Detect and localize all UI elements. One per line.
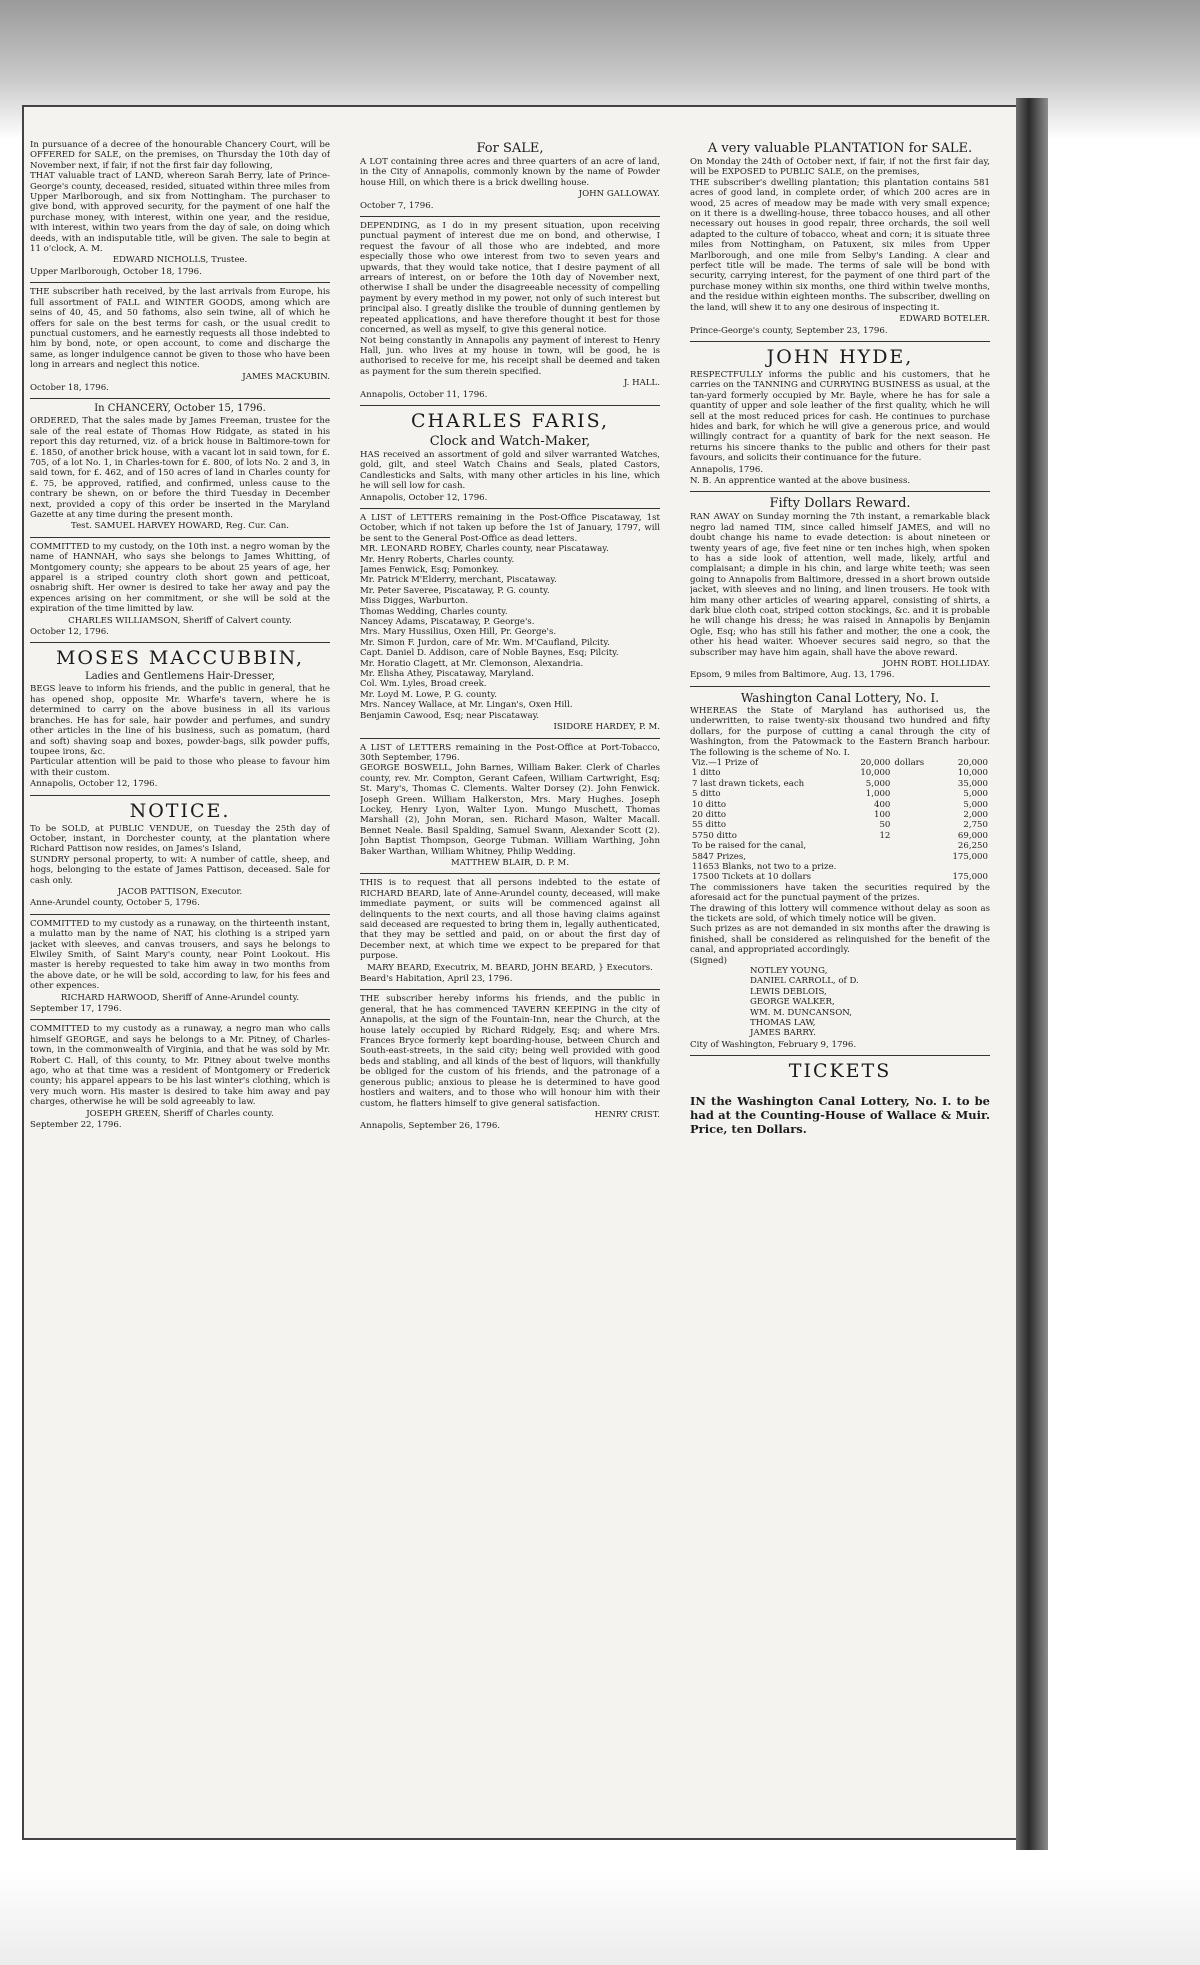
signer-name: GEORGE WALKER, xyxy=(750,997,835,1008)
ad-heading: In CHANCERY, October 15, 1796. xyxy=(94,403,266,415)
table-row xyxy=(690,779,990,789)
column-rule xyxy=(360,873,660,874)
ad-signature: ISIDORE HARDEY, P. M. xyxy=(553,722,660,733)
table-cell xyxy=(892,779,937,789)
column-rule xyxy=(30,642,330,643)
table-cell: 5 ditto xyxy=(692,789,721,800)
table-cell xyxy=(847,841,892,851)
table-cell: 12 xyxy=(879,830,891,841)
tickets-ad xyxy=(690,1060,990,1136)
table-cell: 50 xyxy=(879,820,891,831)
ad-date: Annapolis, 1796. xyxy=(690,464,764,475)
letter-entry: Benjamin Cawood, Esq; near Piscataway. xyxy=(360,710,540,721)
middle-column xyxy=(360,140,660,1830)
nat-committed-ad xyxy=(30,919,330,1015)
table-row xyxy=(690,810,990,820)
reward-ad xyxy=(690,496,990,681)
table-cell xyxy=(892,789,937,799)
signer-name: NOTLEY YOUNG, xyxy=(750,966,828,977)
ad-heading: A very valuable PLANTATION for SALE. xyxy=(707,141,973,156)
table-cell: 400 xyxy=(873,799,891,810)
right-column xyxy=(690,140,990,1830)
letter-entry: Mr. Horatio Clagett, at Mr. Clemonson, Alexandria. xyxy=(360,658,584,669)
ad-date: Annapolis, October 11, 1796. xyxy=(360,389,488,400)
ad-paragraph: A LIST of LETTERS remaining in the Post-Office at Port-Tobacco, 30th September, 1796. xyxy=(360,742,660,763)
ad-signature: Test. SAMUEL HARVEY HOWARD, Reg. Cur. Can. xyxy=(71,521,289,532)
table-cell: 175,000 xyxy=(952,851,988,862)
ad-paragraph: THE subscriber hath received, by the last arrivals from Europe, his full assortment of FALL and WINTER GOODS, among which are seins of 40, 45, and 50 fathoms, also sein twine, all of which he offers for sale on the best terms for cash, or the usual credit to punctual customers, and he earnestly requests all those indebted to him by bond, note, or open account, to come and discharge the same, as longer indulgence cannot be given to those who have been long in arrears and neglect this notice. xyxy=(30,287,330,371)
ad-signature: EDWARD NICHOLLS, Trustee. xyxy=(112,255,248,266)
ad-date: Prince-George's county, September 23, 1796. xyxy=(690,325,888,336)
ad-date: October 18, 1796. xyxy=(30,382,109,393)
ad-signature: EDWARD BOTELER. xyxy=(899,314,990,325)
ad-paragraph: Not being constantly in Annapolis any payment of interest to Henry Hall, jun. who lives at my house in town, will be good, he is authorised to receive for me, his receipt shall be deemed and taken as payment for the sum therein specified. xyxy=(360,335,660,377)
table-row xyxy=(690,862,990,872)
letter-entry: Mr. Patrick M'Elderry, merchant, Piscataway. xyxy=(360,575,557,586)
table-row xyxy=(690,789,990,799)
table-cell: 175,000 xyxy=(952,872,988,883)
for-sale-ad xyxy=(360,141,660,211)
letter-entry: Mr. Henry Roberts, Charles county. xyxy=(360,554,515,565)
table-cell xyxy=(892,831,937,841)
hall-interest-ad xyxy=(360,221,660,400)
ad-date: Beard's Habitation, April 23, 1796. xyxy=(360,974,513,985)
table-cell: 20 ditto xyxy=(692,809,726,820)
column-rule xyxy=(30,398,330,399)
table-row xyxy=(690,768,990,778)
letter-entry: MR. LEONARD ROBEY, Charles county, near Piscataway. xyxy=(360,544,609,555)
ad-paragraph: ORDERED, That the sales made by James Freeman, trustee for the sale of the real estate of Thomas How Ridgate, as stated in his report this day returned, viz. of a brick house in Baltimore-town for £. 1850, of another brick house, with a vacant lot in said town, for £. 705, of a lot No. 1, in Charles-town for £. 800, of lots No. 2 and 3, in said town, for £. 462, and of 150 acres of land in Charles county for £. 75, be approved, ratified, and confirmed, unless cause to the contrary be shewn, on or before the third Tuesday in December next, provided a copy of this order be inserted in the Maryland Gazette at any time during the present month. xyxy=(30,416,330,520)
column-rule xyxy=(360,216,660,217)
hyde-ad xyxy=(690,346,990,486)
ad-date: Annapolis, October 12, 1796. xyxy=(360,492,488,503)
ad-signature: JOSEPH GREEN, Sheriff of Charles county. xyxy=(86,1108,274,1119)
table-cell: 26,250 xyxy=(957,841,988,852)
column-rule xyxy=(360,989,660,990)
ad-paragraph: The commissioners have taken the securities required by the aforesaid act for the punctual payment of the prizes. xyxy=(690,882,990,904)
mackubin-ad xyxy=(30,287,330,393)
ad-signature: RICHARD HARWOOD, Sheriff of Anne-Arundel county. xyxy=(60,992,300,1003)
ad-date: City of Washington, February 9, 1796. xyxy=(690,1039,857,1050)
letter-entry: Mr. Loyd M. Lowe, P. G. county. xyxy=(360,689,497,700)
letter-entry: Mr. Simon F. Jurdon, care of Mr. Wm. M'Caufland, Pilcity. xyxy=(360,637,610,648)
table-cell: Viz.—1 Prize of xyxy=(692,757,759,768)
ad-date: October 12, 1796. xyxy=(30,627,109,638)
ad-date: October 7, 1796. xyxy=(360,200,434,211)
ad-paragraph: In pursuance of a decree of the honourable Chancery Court, will be OFFERED for SALE, on the premises, on Thursday the 10th day of November next, if fair, if not the first fair day following, xyxy=(30,140,330,171)
plantation-ad xyxy=(690,141,990,336)
column-rule xyxy=(690,1055,990,1056)
ad-paragraph: DEPENDING, as I do in my present situation, upon receiving punctual payment of interest due me on bond, and otherwise, I request the favour of all those who are indebted, and more especially those who owe interest from two to seven years and upwards, that they would take notice, that I desire payment of all arrears of interest, on or before the 10th day of November next, otherwise I shall be under the disagreeable necessity of compelling payment by every method in my power, not only of such interest but principal also. I greatly dislike the trouble of dunning gentlemen by repeated applications, and have therefore thought it best for those concerned, as well as myself, to give this general notice. xyxy=(360,221,660,336)
faris-ad xyxy=(360,410,660,503)
hannah-committed-ad xyxy=(30,542,330,638)
table-cell: 20,000 xyxy=(957,757,988,768)
table-cell: 5,000 xyxy=(963,799,988,810)
table-cell: 55 ditto xyxy=(692,820,726,831)
ad-heading: Washington Canal Lottery, No. I. xyxy=(740,690,940,705)
ad-date: Anne-Arundel county, October 5, 1796. xyxy=(30,898,200,909)
ad-signature: MARY BEARD, Executrix, M. BEARD, JOHN BEARD, } Executors. xyxy=(367,962,653,973)
scan-bottom-margin xyxy=(0,1870,1200,1965)
ad-date: Upper Marlborough, October 18, 1796. xyxy=(30,266,202,277)
letter-entry: Mr. Peter Saveree, Piscataway, P. G. county. xyxy=(360,585,550,596)
column-rule xyxy=(30,282,330,283)
column-rule xyxy=(360,508,660,509)
table-cell: 17500 Tickets at 10 dollars xyxy=(692,872,812,883)
chancery-sale-ad xyxy=(30,140,330,277)
ad-paragraph: RESPECTFULLY informs the public and his customers, that he carries on the TANNING and CURRYING BUSINESS as usual, at the tan-yard formerly occupied by Mr. Bayle, where he has for sale a quantity of upper and sole leather of the first quality, which he will sell at the most reduced prices for cash. He continues to purchase hides and bark, for which he will give a generous price, and would willingly contract for a quantity of bark for the next season. He returns his sincere thanks to the public and others for their past favours, and solicits their continuance for the future. xyxy=(690,369,990,464)
table-cell: 7 last drawn tickets, each xyxy=(692,778,805,789)
ad-heading: TICKETS xyxy=(788,1060,892,1083)
ad-heading: MOSES MACCUBBIN, xyxy=(55,647,305,670)
column-rule xyxy=(690,686,990,687)
ad-paragraph: COMMITTED to my custody as a runaway, a negro man who calls himself GEORGE, and says he belongs to a Mr. Pitney, of Charles-town, in the commonwealth of Virginia, and that he was sold by Mr. Robert C. Hall, of this county, to Mr. Pitney about twelve months ago, who at that time was a resident of Montgomery or Frederick county; his apparel appears to be his last winter's clothing, which is very much worn. His master is desired to take him away and pay charges, otherwise he will be sold agreeably to law. xyxy=(30,1024,330,1108)
signer-list xyxy=(690,966,990,1039)
ad-date: Annapolis, September 26, 1796. xyxy=(360,1121,501,1132)
table-cell xyxy=(892,768,937,778)
letter-entry: Capt. Daniel D. Addison, care of Noble Baynes, Esq; Pilcity. xyxy=(360,648,619,659)
ad-heading: Fifty Dollars Reward. xyxy=(769,496,911,512)
table-row xyxy=(690,831,990,841)
column-rule xyxy=(30,537,330,538)
table-cell: 1,000 xyxy=(865,789,891,800)
notice-ad xyxy=(30,800,330,909)
left-column xyxy=(30,140,330,1830)
ad-signature: HENRY CRIST. xyxy=(594,1109,660,1120)
table-cell: 2,750 xyxy=(963,820,988,831)
ad-paragraph: A LOT containing three acres and three quarters of an acre of land, in the City of Annapolis, commonly known by the name of Powder house Hill, on which there is a brick dwelling house. xyxy=(360,157,660,188)
letter-entry: Mr. Elisha Athey, Piscataway, Maryland. xyxy=(360,669,534,680)
ad-paragraph: RAN AWAY on Sunday morning the 7th instant, a remarkable black negro lad named TIM, since called himself JAMES, and will no doubt change his name to evade detection: is about nineteen or twenty years of age, five feet nine or ten inches high, when spoken to has a side look of attention, well made, likely, artful and complaisant; a dimple in his chin, and large white teeth; was seen going to Annapolis from Baltimore, dressed in a short brown outside jacket, with sleeves and no lining, and linen trousers. He took with him many other articles of wearing apparel, consisting of shirts, a dark blue cloth coat, striped cotton stockings, &c. and it is probable he will change his dress; he was raised in Annapolis by Benjamin Ogle, Esq; who has still his father and mother, the one a cook, the other his head waiter. Whoever secures said negro, so that the subscriber may have him again, shall have the above reward. xyxy=(690,512,990,658)
ad-subheading: Ladies and Gentlemens Hair-Dresser, xyxy=(85,671,275,683)
signer-name: DANIEL CARROLL, of D. xyxy=(750,976,859,987)
ad-heading: NOTICE. xyxy=(129,799,231,822)
table-cell: dollars xyxy=(894,757,925,768)
table-row xyxy=(690,872,990,882)
table-cell: 5750 ditto xyxy=(692,830,737,841)
george-committed-ad xyxy=(30,1024,330,1130)
ad-paragraph: Such prizes as are not demanded in six months after the drawing is finished, shall be considered as relinquished for the benefit of the canal, and appropriated accordingly. xyxy=(690,924,990,956)
ad-signature: JOHN GALLOWAY. xyxy=(578,189,660,200)
table-cell: 11653 Blanks, not two to a prize. xyxy=(692,861,837,872)
ad-signature: J. HALL. xyxy=(623,378,660,389)
table-cell: 69,000 xyxy=(957,830,988,841)
ad-subheading: Clock and Watch-Maker, xyxy=(429,433,591,449)
column-rule xyxy=(360,738,660,739)
piscataway-letters-list xyxy=(360,513,660,733)
beard-estate-ad xyxy=(360,878,660,984)
table-cell xyxy=(892,800,937,810)
ad-paragraph: WHEREAS the State of Maryland has authorised us, the underwritten, to raise twenty-six thousand two hundred and fifty dollars, for the purpose of cutting a canal through the city of Washington, from the Patowmack to the Eastern Branch harbour. The following is the scheme of No. I. xyxy=(690,705,990,758)
table-row xyxy=(690,841,990,851)
signer-name: LEWIS DEBLOIS, xyxy=(750,986,827,997)
column-rule xyxy=(30,914,330,915)
table-cell xyxy=(892,841,937,851)
letter-entry: Miss Digges, Warburton. xyxy=(360,596,469,607)
table-cell xyxy=(892,820,937,830)
ad-paragraph: COMMITTED to my custody, on the 10th inst. a negro woman by the name of HANNAH, who says she belongs to James Whitting, of Montgomery county; she appears to be about 25 years of age, her apparel is a striped country cloth short gown and petticoat, osnabrig shift. Her owner is desired to take her away and pay the expences arising on her commitment, or she will be sold at the expiration of the time limitted by law. xyxy=(30,541,330,615)
column-rule xyxy=(30,795,330,796)
ad-signature: CHARLES WILLIAMSON, Sheriff of Calvert county. xyxy=(68,615,292,626)
table-cell: 1 ditto xyxy=(692,768,721,779)
table-cell: 35,000 xyxy=(957,778,988,789)
letter-entry: Mrs. Nancey Wallace, at Mr. Lingan's, Oxen Hill. xyxy=(360,700,573,711)
ad-paragraph: To be SOLD, at PUBLIC VENDUE, on Tuesday the 25th day of October, instant, in Dorchester county, at the plantation where Richard Pattison now resides, on James's Island, xyxy=(30,823,330,855)
letter-entry: James Fenwick, Esq; Pomonkey. xyxy=(360,565,499,575)
ad-paragraph: The drawing of this lottery will commence without delay as soon as the tickets are sold, of which timely notice will be given. xyxy=(690,903,990,924)
binding-spine xyxy=(1016,98,1048,1850)
letter-entry: Col. Wm. Lyles, Broad creek. xyxy=(360,679,487,690)
ad-paragraph: COMMITTED to my custody as a runaway, on the thirteenth instant, a mulatto man by the name of NAT, his clothing is a striped yarn jacket with sleeves, and canvas trousers, and says he belongs to Elwiley Smith, of Saint Mary's county, near Point Lookout. His master is hereby requested to take him away in two months from the above date, or he will be sold, according to law, for his fees and other expences. xyxy=(30,918,330,992)
table-cell: To be raised for the canal, xyxy=(692,841,807,852)
ad-paragraph: Particular attention will be paid to those who please to favour him with their custom. xyxy=(30,757,330,778)
table-cell: 100 xyxy=(873,809,891,820)
table-cell: 2,000 xyxy=(963,809,988,820)
ad-note: N. B. An apprentice wanted at the above business. xyxy=(690,475,911,486)
chancery-order-ad xyxy=(30,403,330,531)
ad-paragraph: THE subscriber's dwelling plantation; this plantation contains 581 acres of good land, in complete order, of which 200 acres are in wood, 25 acres of meadow may be made with very small expence; on it there is a dwelling-house, three tobacco houses, and all other necessary out houses in good repair, three orchards, the soil well adapted to the culture of tobacco, wheat and corn; it is situate three miles from Nottingham, on Patuxent, six miles from Upper Marlborough, and one mile from Selby's Landing. A clear and perfect title will be made. The terms of sale will be bond with security, carrying interest, for the payment of one third part of the purchase money within six months, one third within twelve months, and the residue within eighteen months. The subscriber, dwelling on the land, will shew it to any one desirous of inspecting it. xyxy=(690,177,990,313)
lottery-scheme-table xyxy=(690,758,990,883)
table-row xyxy=(690,820,990,830)
ad-signature: JACOB PATTISON, Executor. xyxy=(117,886,243,897)
ad-paragraph: SUNDRY personal property, to wit: A number of cattle, sheep, and hogs, belonging to the estate of James Pattison, deceased. Sale for cash only. xyxy=(30,854,330,886)
ad-heading: For SALE, xyxy=(476,141,544,156)
column-rule xyxy=(690,491,990,492)
table-cell: 5847 Prizes, xyxy=(692,851,746,862)
lottery-ad xyxy=(690,691,990,1050)
table-cell: 5,000 xyxy=(865,778,891,789)
ad-paragraph: THE subscriber hereby informs his friends, and the public in general, that he has commenced TAVERN KEEPING in the city of Annapolis, at the sign of the Fountain-Inn, near the Church, at the house lately occupied by Richard Ridgely, Esq; and where Mrs. Frances Bryce formerly kept boarding-house, between Church and South-east-streets, in the said city; being well provided with good beds and stabling, and all kinds of the best of liquors, will thankfully be obliged for the custom of his friends, and the patronage of a generous public; anxious to please he is determined to have good hostlers and waiters, and to those who will honour him with their custom, he flatters himself to give general satisfaction. xyxy=(360,994,660,1109)
ad-paragraph: GEORGE BOSWELL, John Barnes, William Baker. Clerk of Charles county, rev. Mr. Compton, Gerant Cafeen, William Cartwright, Esq; St. Mary's, Thomas C. Clements. Walter Dorsey (2). John Fenwick. Joseph Green. William Halkerston, Mrs. Mary Hughes. Joseph Lockey, Henry Lyon, Walter Lyon. Mungo Muschett, Thomas Marshall (2), John Moran, sen. Richard Mason, Walter Macall. Bennet Neale. Basil Spalding, Samuel Swann, Alexander Scott (2). John Baptist Thompson, George Tubman. William Warthing, John Baker Warthan, William Whitney, Philip Wedding. xyxy=(360,763,660,857)
crist-tavern-ad xyxy=(360,994,660,1131)
signed-label: (Signed) xyxy=(690,955,727,966)
table-cell: 10,000 xyxy=(860,768,891,779)
port-tobacco-letters-list xyxy=(360,743,660,869)
ad-paragraph: HAS received an assortment of gold and silver warranted Watches, gold, gilt, and steel Watch Chains and Seals, plated Castors, Candlesticks and Salts, with many other articles in his line, which he will sell low for cash. xyxy=(360,449,660,492)
letter-entry: Nancey Adams, Piscataway, P. George's. xyxy=(360,617,535,628)
ad-paragraph: On Monday the 24th of October next, if fair, if not the first fair day, will be EXPOSED to PUBLIC SALE, on the premises, xyxy=(690,157,990,178)
table-row xyxy=(690,800,990,810)
letter-entry: Mrs. Mary Hussilius, Oxen Hill, Pr. George's. xyxy=(360,627,557,638)
signer-name: WM. M. DUNCANSON, xyxy=(750,1007,852,1018)
ad-date: Annapolis, October 12, 1796. xyxy=(30,779,158,790)
table-row xyxy=(690,758,990,768)
signer-name: JAMES BARRY. xyxy=(750,1028,816,1039)
ad-paragraph: IN the Washington Canal Lottery, No. I. to be had at the Counting-House of Wallace & Muir. Price, ten Dollars. xyxy=(690,1093,990,1136)
ad-date: Epsom, 9 miles from Baltimore, Aug. 13, 1796. xyxy=(690,670,895,681)
table-cell: 5,000 xyxy=(963,789,988,800)
table-cell xyxy=(892,810,937,820)
table-row xyxy=(690,852,990,862)
ad-paragraph: BEGS leave to inform his friends, and the public in general, that he has opened shop, opposite Mr. Wharfe's tavern, where he is determined to carry on the above business in all its various branches. He has for sale, hair powder and perfumes, and sundry other articles in the line of his business, such as pomatum, (hard and soft) shaving soap and boxes, powder-bags, silk powder puffs, toupee irons, &c. xyxy=(30,684,330,757)
ad-heading: JOHN HYDE, xyxy=(766,345,914,368)
table-cell: 10 ditto xyxy=(692,799,726,810)
column-rule xyxy=(690,341,990,342)
ad-signature: JAMES MACKUBIN. xyxy=(242,371,330,382)
ad-signature: JOHN ROBT. HOLLIDAY. xyxy=(882,659,990,670)
signer-name: THOMAS LAW, xyxy=(750,1018,816,1029)
maccubbin-ad xyxy=(30,647,330,789)
table-cell: 20,000 xyxy=(860,757,891,768)
ad-heading: CHARLES FARIS, xyxy=(410,409,610,432)
ad-paragraph: THIS is to request that all persons indebted to the estate of RICHARD BEARD, late of Anne-Arundel county, deceased, will make immediate payment, or suits will be commenced against all delinquents to the next courts, and all those having claims against said deceased are requested to bring them in, legally authenticated, that they may be settled and paid, on or about the first day of December next, at which time we expect to be prepared for that purpose. xyxy=(360,878,660,962)
ad-date: September 17, 1796. xyxy=(30,1004,122,1015)
table-cell: 10,000 xyxy=(957,768,988,779)
ad-signature: MATTHEW BLAIR, D. P. M. xyxy=(450,857,570,868)
letter-entry: Thomas Wedding, Charles county. xyxy=(360,606,508,617)
ad-date: September 22, 1796. xyxy=(30,1120,122,1131)
column-rule xyxy=(360,405,660,406)
ad-paragraph: A LIST of LETTERS remaining in the Post-Office Piscataway, 1st October, which if not taken up before the 1st of January, 1797, will be sent to the General Post-Office as dead letters. xyxy=(360,512,660,544)
ad-paragraph: THAT valuable tract of LAND, whereon Sarah Berry, late of Prince-George's county, deceased, resided, situated within three miles from Upper Marlborough, and six from Nottingham. The purchaser to give bond, with approved security, for the payment of one half the purchase money, with interest, within one year, and the residue, with interest, within two years from the day of sale, on doing which deeds, with an indisputable title, will be given. The sale to begin at 11 o'clock, A. M. xyxy=(30,171,330,255)
column-rule xyxy=(30,1019,330,1020)
